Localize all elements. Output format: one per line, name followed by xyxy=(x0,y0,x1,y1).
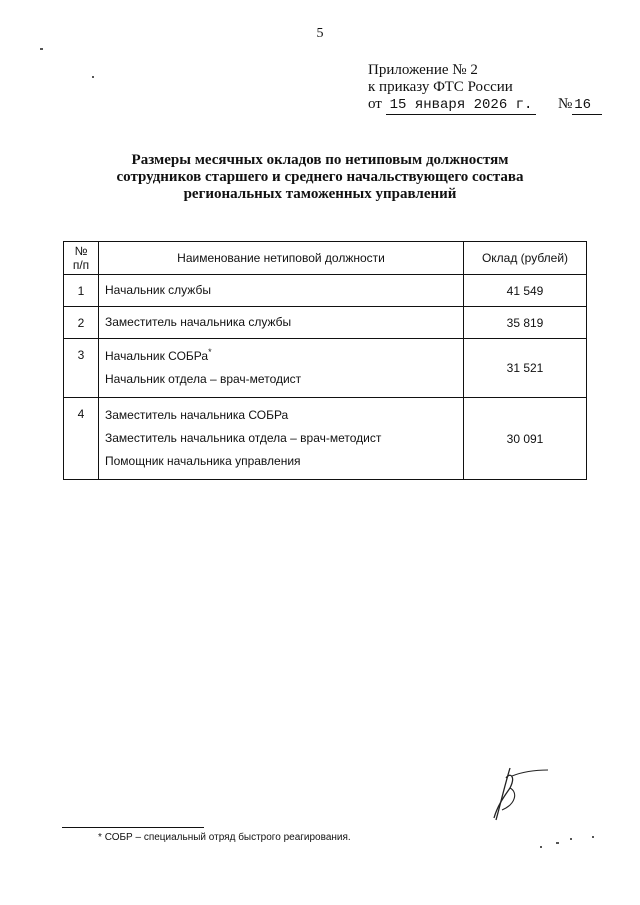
scan-speck xyxy=(592,836,594,838)
position-name: Начальник отдела – врач-методист xyxy=(105,372,302,386)
table-row xyxy=(64,398,587,480)
salary-table xyxy=(63,241,587,480)
footnote-divider xyxy=(62,827,204,828)
appendix-order-ref: к приказу ФТС России xyxy=(368,79,513,95)
row-position xyxy=(99,339,464,398)
title-line-1: Размеры месячных окладов по нетиповым должностям xyxy=(131,152,509,168)
table-header-row xyxy=(64,242,587,275)
page-number: 5 xyxy=(316,26,324,41)
position-name-with-footnote xyxy=(105,345,457,368)
title-line-2: сотрудников старшего и среднего начальствующего состава xyxy=(116,169,524,185)
row-position xyxy=(99,398,464,480)
order-date: 15 января 2026 г. xyxy=(386,97,537,115)
footnote-marker: * xyxy=(208,347,212,357)
table-row xyxy=(64,307,587,339)
appendix-block xyxy=(368,62,602,115)
row-number: 3 xyxy=(64,339,99,398)
scan-speck xyxy=(570,838,572,840)
row-position xyxy=(99,275,464,307)
handwritten-signature xyxy=(482,758,552,833)
row-position xyxy=(99,307,464,339)
row-salary: 35 819 xyxy=(464,307,587,339)
position-name: Начальник службы xyxy=(105,283,211,297)
scan-speck xyxy=(92,76,94,78)
appendix-date-line xyxy=(368,96,602,115)
header-number-line-1: № xyxy=(74,244,88,258)
row-number: 1 xyxy=(64,275,99,307)
header-salary: Оклад (рублей) xyxy=(464,242,587,275)
date-prefix: от xyxy=(368,96,382,112)
position-name: Начальник СОБРа xyxy=(105,349,209,363)
table-row xyxy=(64,339,587,398)
row-salary: 30 091 xyxy=(464,398,587,480)
position-name: Заместитель начальника службы xyxy=(105,315,292,329)
row-number: 4 xyxy=(64,398,99,480)
order-number: 16 xyxy=(572,97,602,115)
footnote-text: СОБР – специальный отряд быстрого реагирования. xyxy=(104,832,351,843)
title-line-3: региональных таможенных управлений xyxy=(183,186,457,202)
footnote-marker: * xyxy=(98,832,102,843)
header-position-name: Наименование нетиповой должности xyxy=(99,242,464,275)
scan-speck xyxy=(40,48,43,50)
header-number-line-2: п/п xyxy=(72,258,90,272)
row-number: 2 xyxy=(64,307,99,339)
scan-speck xyxy=(556,842,559,844)
row-salary: 41 549 xyxy=(464,275,587,307)
position-name: Помощник начальника управления xyxy=(105,454,301,468)
scan-speck xyxy=(540,846,542,848)
appendix-title: Приложение № 2 xyxy=(368,62,478,78)
position-name: Заместитель начальника отдела – врач-методист xyxy=(105,431,382,445)
row-salary: 31 521 xyxy=(464,339,587,398)
number-prefix: № xyxy=(557,96,573,112)
header-number xyxy=(64,242,99,275)
footnote xyxy=(98,832,351,843)
table-row xyxy=(64,275,587,307)
position-name: Заместитель начальника СОБРа xyxy=(105,408,289,422)
document-title xyxy=(60,152,580,203)
